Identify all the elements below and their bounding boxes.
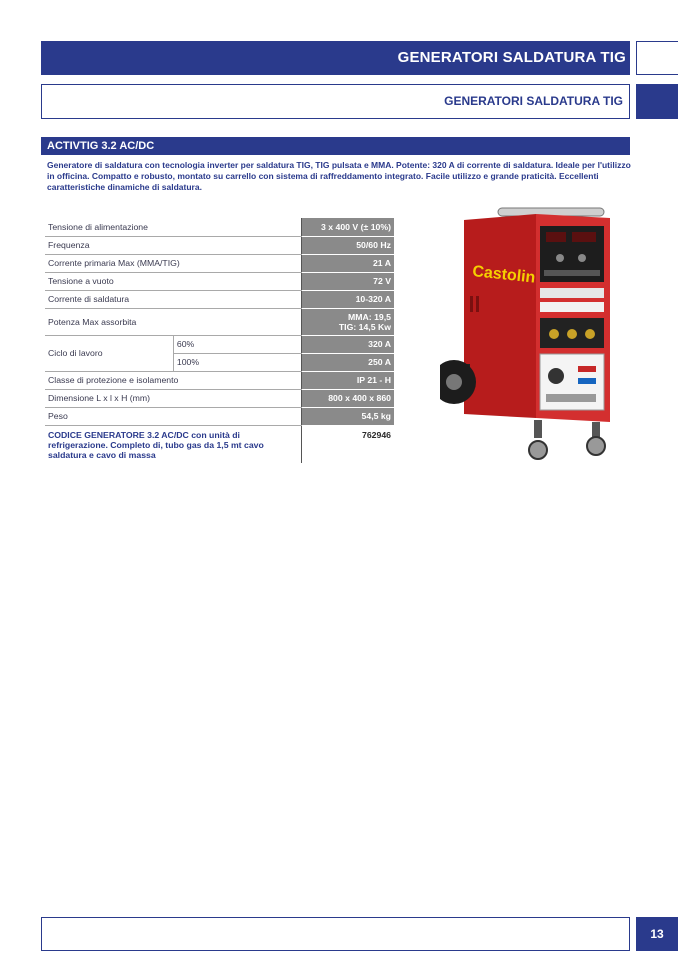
spec-sublabel: 60% bbox=[173, 335, 301, 353]
spec-row bbox=[45, 308, 394, 335]
spec-table bbox=[45, 218, 394, 463]
spec-row bbox=[45, 407, 394, 425]
spec-value: 50/60 Hz bbox=[302, 236, 394, 254]
subheader-corner-box bbox=[636, 84, 678, 119]
spec-label: Peso bbox=[45, 407, 302, 425]
spec-value: 10-320 A bbox=[302, 290, 394, 308]
subheader-bar bbox=[41, 84, 630, 119]
spec-value-line: MMA: 19,5 bbox=[348, 311, 391, 322]
spec-label: Corrente di saldatura bbox=[45, 290, 302, 308]
spec-row bbox=[45, 290, 394, 308]
brand-logo-text: Castolin bbox=[471, 263, 537, 287]
spec-label: Potenza Max assorbita bbox=[45, 308, 302, 335]
spec-row bbox=[45, 335, 394, 353]
spec-label: Dimensione L x l x H (mm) bbox=[45, 389, 302, 407]
spec-sublabel: 100% bbox=[173, 353, 301, 371]
spec-value: 320 A bbox=[302, 335, 394, 353]
footer-bar bbox=[41, 917, 630, 951]
product-code-label: CODICE GENERATORE 3.2 AC/DC con unità di refrigerazione. Completo di, tubo gas da 1,5 mt cavo saldatura e cavo di massa bbox=[48, 429, 264, 460]
spec-row bbox=[45, 272, 394, 290]
header-title: GENERATORI SALDATURA TIG bbox=[397, 49, 626, 66]
spec-value: 3 x 400 V (± 10%) bbox=[302, 218, 394, 236]
spec-label: Tensione di alimentazione bbox=[45, 218, 302, 236]
spec-label: Tensione a vuoto bbox=[45, 272, 302, 290]
product-name: ACTIVTIG 3.2 AC/DC bbox=[47, 140, 155, 152]
header-corner-box bbox=[636, 41, 678, 75]
welding-machine-image bbox=[440, 206, 616, 468]
spec-label: Ciclo di lavoro bbox=[45, 335, 173, 371]
spec-row bbox=[45, 254, 394, 272]
spec-value: 72 V bbox=[302, 272, 394, 290]
spec-value: 54,5 kg bbox=[302, 407, 394, 425]
spec-label: Frequenza bbox=[45, 236, 302, 254]
spec-value: 250 A bbox=[302, 353, 394, 371]
subheader-title: GENERATORI SALDATURA TIG bbox=[444, 94, 623, 108]
spec-row bbox=[45, 236, 394, 254]
spec-row bbox=[45, 389, 394, 407]
spec-row bbox=[45, 371, 394, 389]
spec-value bbox=[302, 308, 394, 335]
spec-value: 800 x 400 x 860 bbox=[302, 389, 394, 407]
spec-label: Corrente primaria Max (MMA/TIG) bbox=[45, 254, 302, 272]
spec-row bbox=[45, 218, 394, 236]
spec-value: 21 A bbox=[302, 254, 394, 272]
spec-value: IP 21 - H bbox=[302, 371, 394, 389]
product-code-value: 762946 bbox=[302, 425, 394, 463]
product-description: Generatore di saldatura con tecnologia inverter per saldatura TIG, TIG pulsata e MMA. Potente: 320 A di corrente di saldatura. Ideale per l'utilizzo in officina. Compatto e robusto, montato su carrello con sistema di raffreddamento integrato. Facile utilizzo e grande praticità. Eccellenti caratteristiche dinamiche di saldatura. bbox=[47, 160, 631, 192]
spec-row-code bbox=[45, 425, 394, 463]
header-bar bbox=[41, 41, 630, 75]
product-title-bar bbox=[41, 137, 630, 155]
spec-value-line: TIG: 14,5 Kw bbox=[338, 321, 391, 332]
page-number: 13 bbox=[636, 917, 678, 951]
spec-label: Classe di protezione e isolamento bbox=[45, 371, 302, 389]
